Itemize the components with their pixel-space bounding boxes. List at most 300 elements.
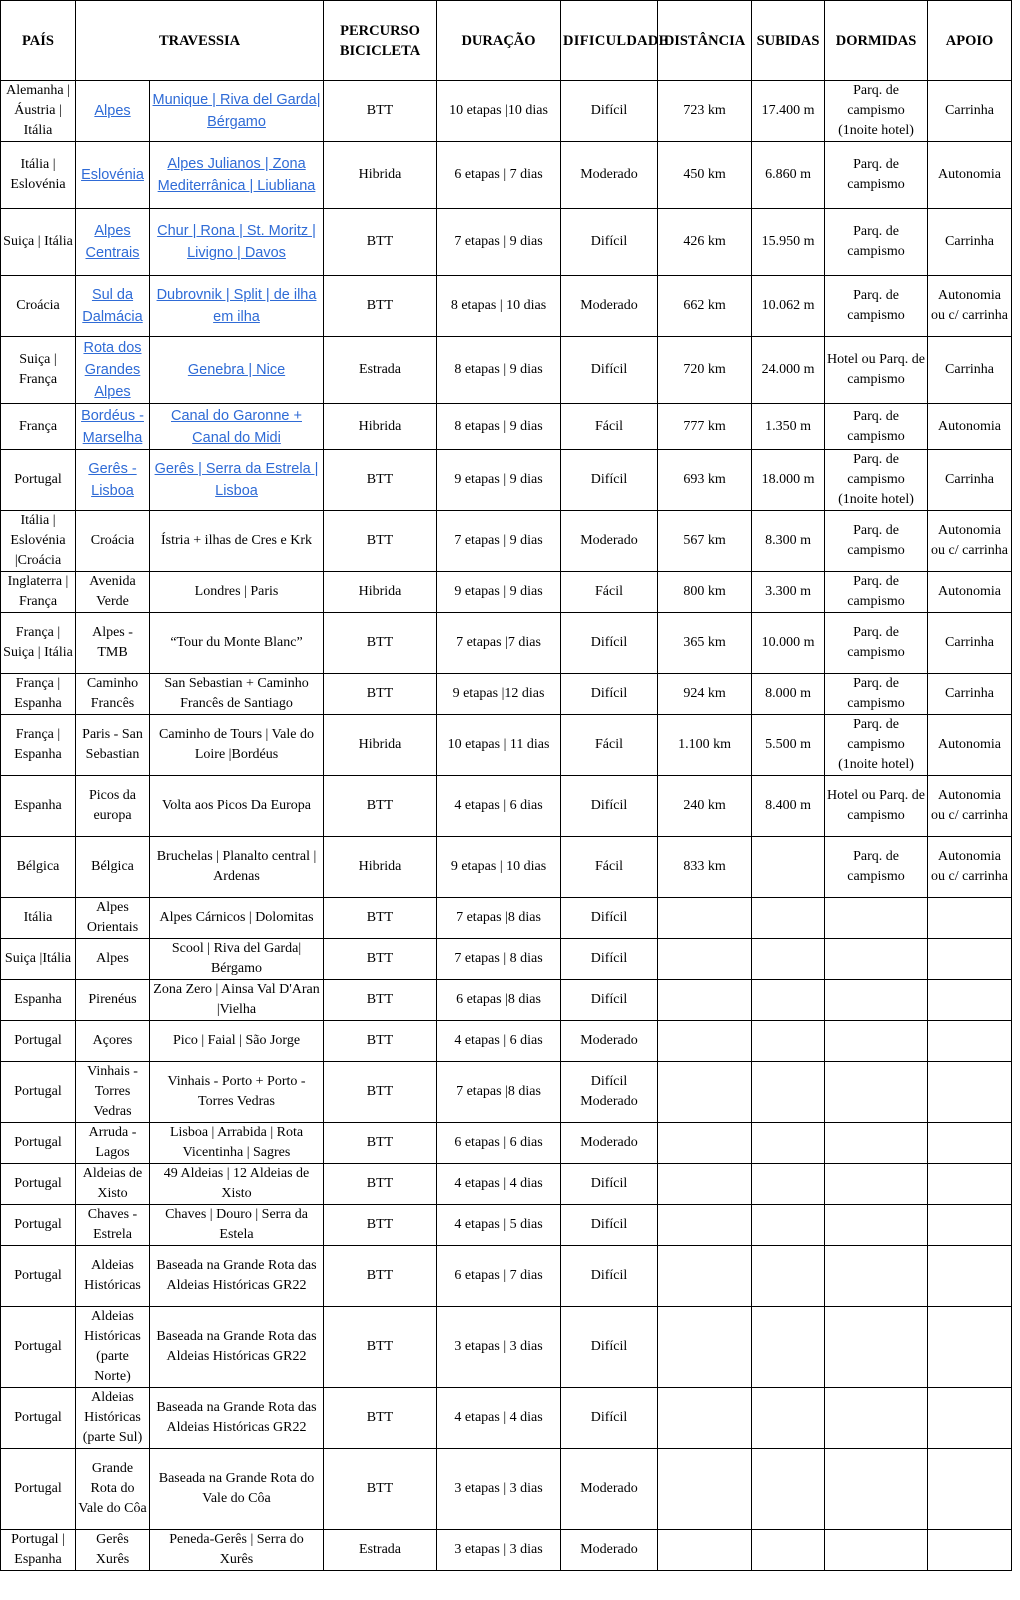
distancia-text: 426 km <box>683 234 726 249</box>
cell-pais <box>1 1062 76 1123</box>
cell-apoio <box>928 1205 1012 1246</box>
table-row <box>1 450 1012 511</box>
cell-rota <box>150 1449 324 1530</box>
travessia-name-link[interactable]: Eslovénia <box>81 167 144 183</box>
nome-text: Grande Rota do Vale do Côa <box>78 1461 147 1516</box>
apoio-text: Carrinha <box>945 635 994 650</box>
duracao-text: 3 etapas | 3 dias <box>454 1481 543 1496</box>
duracao-text: 4 etapas | 5 dias <box>454 1217 543 1232</box>
cell-apoio <box>928 572 1012 613</box>
cell-bicicleta <box>324 1449 437 1530</box>
cell-dormidas <box>825 613 928 674</box>
cell-duracao <box>437 1388 561 1449</box>
cell-rota <box>150 1388 324 1449</box>
bicicleta-text: BTT <box>366 798 394 813</box>
cell-rota <box>150 715 324 776</box>
cell-distancia <box>658 1388 752 1449</box>
dificuldade-text: Moderado <box>580 1135 638 1150</box>
cell-distancia <box>658 1530 752 1571</box>
cell-dormidas <box>825 980 928 1021</box>
table-row <box>1 142 1012 209</box>
cell-dificuldade <box>561 776 658 837</box>
pais-text: Portugal <box>14 1217 62 1232</box>
cell-dificuldade <box>561 1164 658 1205</box>
dificuldade-text: Difícil <box>590 103 628 118</box>
distancia-text: 924 km <box>683 686 726 701</box>
nome-text: Gerês Xurês <box>95 1532 130 1567</box>
cell-rota <box>150 837 324 898</box>
subidas-text: 5.500 m <box>765 737 811 752</box>
distancia-text: 800 km <box>683 584 726 599</box>
cell-apoio <box>928 715 1012 776</box>
table-row <box>1 1246 1012 1307</box>
rota-text: Bruchelas | Planalto central | Ardenas <box>156 849 317 884</box>
pais-text: Itália <box>23 910 53 925</box>
apoio-text: Carrinha <box>945 234 994 249</box>
cell-subidas <box>752 715 825 776</box>
cell-duracao <box>437 1021 561 1062</box>
cell-distancia <box>658 142 752 209</box>
duracao-text: 9 etapas | 10 dias <box>450 859 547 874</box>
cell-dormidas <box>825 1021 928 1062</box>
cell-nome <box>76 674 150 715</box>
cell-distancia <box>658 674 752 715</box>
rota-text: Peneda-Gerês | Serra do Xurês <box>169 1532 304 1567</box>
cell-pais <box>1 1449 76 1530</box>
cell-rota <box>150 142 324 209</box>
cell-dificuldade <box>561 613 658 674</box>
cell-apoio <box>928 980 1012 1021</box>
header-duracao: DURAÇÃO <box>437 1 561 81</box>
dormidas-text: Parq. de campismo <box>847 676 905 711</box>
apoio-text: Carrinha <box>945 472 994 487</box>
cell-dificuldade <box>561 1062 658 1123</box>
bicicleta-text: BTT <box>366 1481 394 1496</box>
cell-apoio <box>928 613 1012 674</box>
nome-text: Vinhais - Torres Vedras <box>87 1064 138 1119</box>
cell-dificuldade <box>561 674 658 715</box>
cell-pais <box>1 613 76 674</box>
dificuldade-text: Fácil <box>595 859 624 874</box>
cell-bicicleta <box>324 1123 437 1164</box>
cell-dificuldade <box>561 939 658 980</box>
cell-rota <box>150 674 324 715</box>
cell-rota <box>150 81 324 142</box>
cell-subidas <box>752 142 825 209</box>
travessia-name-link[interactable]: Sul da Dalmácia <box>82 287 143 325</box>
travessia-route-link[interactable]: Genebra | Nice <box>187 362 286 378</box>
cell-apoio <box>928 776 1012 837</box>
duracao-text: 6 etapas |8 dias <box>456 992 541 1007</box>
cell-distancia <box>658 337 752 404</box>
cell-duracao <box>437 511 561 572</box>
nome-text: Aldeias Históricas (parte Norte) <box>84 1309 141 1384</box>
cell-duracao <box>437 1449 561 1530</box>
cell-duracao <box>437 142 561 209</box>
nome-text: Arruda - Lagos <box>88 1125 137 1160</box>
duracao-text: 8 etapas | 9 dias <box>454 362 543 377</box>
cell-distancia <box>658 1062 752 1123</box>
header-distancia: DISTÂNCIA <box>658 1 752 81</box>
bicicleta-text: BTT <box>366 298 394 313</box>
dormidas-text: Parq. de campismo (1noite hotel) <box>838 452 914 507</box>
distancia-text: 567 km <box>683 533 726 548</box>
dormidas-text: Parq. de campismo (1noite hotel) <box>838 717 914 772</box>
cell-dificuldade <box>561 142 658 209</box>
cell-nome <box>76 404 150 450</box>
cell-rota <box>150 776 324 837</box>
bicicleta-text: BTT <box>366 1410 394 1425</box>
cell-rota <box>150 450 324 511</box>
pais-text: Portugal <box>14 1135 62 1150</box>
rota-text: Caminho de Tours | Vale do Loire |Bordéus <box>159 727 314 762</box>
cell-pais <box>1 337 76 404</box>
dificuldade-text: Difícil <box>590 1217 628 1232</box>
nome-text: Croácia <box>90 533 135 548</box>
cell-bicicleta <box>324 209 437 276</box>
cell-bicicleta <box>324 1062 437 1123</box>
duracao-text: 9 etapas | 9 dias <box>454 472 543 487</box>
rota-text: San Sebastian + Caminho Francês de Santiago <box>164 676 309 711</box>
nome-text: Pirenéus <box>88 992 137 1007</box>
travessia-route-link[interactable]: Canal do Garonne + Canal do Midi <box>171 407 302 446</box>
cell-rota <box>150 898 324 939</box>
pais-text: Portugal <box>14 472 62 487</box>
rota-text: Volta aos Picos Da Europa <box>161 798 312 813</box>
cell-nome <box>76 1388 150 1449</box>
travessia-route-link[interactable]: Gerês | Serra da Estrela | Lisboa <box>154 461 319 499</box>
duracao-text: 7 etapas |8 dias <box>456 910 541 925</box>
cell-dormidas <box>825 837 928 898</box>
cell-dificuldade <box>561 1246 658 1307</box>
duracao-text: 7 etapas | 8 dias <box>454 951 543 966</box>
rota-text: Pico | Faial | São Jorge <box>172 1033 301 1048</box>
cell-pais <box>1 572 76 613</box>
cell-distancia <box>658 1205 752 1246</box>
dormidas-text: Hotel ou Parq. de campismo <box>827 352 925 387</box>
table-row <box>1 898 1012 939</box>
table-row <box>1 1205 1012 1246</box>
cell-apoio <box>928 1530 1012 1571</box>
distancia-text: 240 km <box>683 798 726 813</box>
nome-text: Chaves - Estrela <box>87 1207 138 1242</box>
dificuldade-text: Moderado <box>580 1542 638 1557</box>
table-row <box>1 613 1012 674</box>
dificuldade-text: Difícil <box>590 1176 628 1191</box>
cell-dificuldade <box>561 1388 658 1449</box>
cell-dormidas <box>825 81 928 142</box>
cell-duracao <box>437 276 561 337</box>
dificuldade-text: Difícil <box>590 798 628 813</box>
cell-apoio <box>928 404 1012 450</box>
cell-duracao <box>437 613 561 674</box>
cell-nome <box>76 939 150 980</box>
cell-dormidas <box>825 898 928 939</box>
pais-text: Portugal <box>14 1481 62 1496</box>
duracao-text: 4 etapas | 6 dias <box>454 1033 543 1048</box>
cell-bicicleta <box>324 450 437 511</box>
table-row <box>1 1388 1012 1449</box>
travessia-name-link[interactable]: Rota dos Grandes Alpes <box>83 340 142 400</box>
duracao-text: 6 etapas | 7 dias <box>454 167 543 182</box>
travessia-route-link[interactable]: Alpes Julianos | Zona Mediterrânica | Liubliana <box>157 156 316 194</box>
cell-dificuldade <box>561 450 658 511</box>
cell-apoio <box>928 209 1012 276</box>
table-row <box>1 511 1012 572</box>
dificuldade-text: Difícil <box>590 635 628 650</box>
cell-dormidas <box>825 674 928 715</box>
bicicleta-text: BTT <box>366 103 394 118</box>
distancia-text: 723 km <box>683 103 726 118</box>
cell-dormidas <box>825 1388 928 1449</box>
cell-nome <box>76 1530 150 1571</box>
duracao-text: 9 etapas | 9 dias <box>454 584 543 599</box>
cell-distancia <box>658 613 752 674</box>
cell-rota <box>150 1164 324 1205</box>
cell-nome <box>76 450 150 511</box>
cell-subidas <box>752 776 825 837</box>
cell-apoio <box>928 337 1012 404</box>
cell-distancia <box>658 209 752 276</box>
cell-dormidas <box>825 337 928 404</box>
rota-text: 49 Aldeias | 12 Aldeias de Xisto <box>163 1166 310 1201</box>
cell-bicicleta <box>324 776 437 837</box>
travessia-route-link[interactable]: Dubrovnik | Split | de ilha em ilha <box>156 287 317 325</box>
cell-distancia <box>658 1246 752 1307</box>
header-travessia: TRAVESSIA <box>76 1 324 81</box>
table-row <box>1 1062 1012 1123</box>
pais-text: Itália | Eslovénia <box>10 157 66 192</box>
rota-text: Chaves | Douro | Serra da Estela <box>165 1207 308 1242</box>
cell-subidas <box>752 1246 825 1307</box>
pais-text: França | Espanha <box>14 727 62 762</box>
table-row <box>1 1021 1012 1062</box>
pais-text: França <box>18 418 58 434</box>
duracao-text: 7 etapas | 9 dias <box>454 234 543 249</box>
rota-text: Baseada na Grande Rota das Aldeias Históricas GR22 <box>156 1258 317 1293</box>
bicicleta-text: BTT <box>366 1084 394 1099</box>
cell-dificuldade <box>561 511 658 572</box>
cell-bicicleta <box>324 1530 437 1571</box>
cell-dificuldade <box>561 715 658 776</box>
cell-dificuldade <box>561 81 658 142</box>
distancia-text: 450 km <box>683 167 726 182</box>
cell-distancia <box>658 898 752 939</box>
cell-duracao <box>437 1530 561 1571</box>
subidas-text: 8.300 m <box>765 533 811 548</box>
cell-subidas <box>752 613 825 674</box>
pais-text: Portugal <box>14 1268 62 1283</box>
cell-distancia <box>658 715 752 776</box>
cell-nome <box>76 1307 150 1388</box>
bicicleta-text: BTT <box>366 951 394 966</box>
cell-subidas <box>752 1164 825 1205</box>
cell-rota <box>150 1123 324 1164</box>
duracao-text: 7 etapas |7 dias <box>456 635 541 650</box>
cell-pais <box>1 980 76 1021</box>
dificuldade-text: Difícil <box>590 472 628 487</box>
subidas-text: 17.400 m <box>761 103 815 118</box>
subidas-text: 8.000 m <box>765 686 811 701</box>
cell-distancia <box>658 511 752 572</box>
cell-dormidas <box>825 939 928 980</box>
bicicleta-text: Hibrida <box>358 859 402 874</box>
dificuldade-text: Difícil <box>590 1410 628 1425</box>
cell-apoio <box>928 81 1012 142</box>
dificuldade-text: Moderado <box>580 298 638 313</box>
rota-text: Zona Zero | Ainsa Val D'Aran |Vielha <box>153 982 320 1017</box>
duracao-text: 4 etapas | 4 dias <box>454 1176 543 1191</box>
header-apoio: APOIO <box>928 1 1012 81</box>
cell-apoio <box>928 142 1012 209</box>
cell-subidas <box>752 1530 825 1571</box>
cell-dificuldade <box>561 1307 658 1388</box>
pais-text: Espanha <box>14 992 62 1007</box>
cell-apoio <box>928 1021 1012 1062</box>
cell-duracao <box>437 1164 561 1205</box>
apoio-text: Autonomia <box>938 418 1002 434</box>
dormidas-text: Parq. de campismo <box>847 574 905 609</box>
cell-subidas <box>752 337 825 404</box>
cell-dormidas <box>825 1307 928 1388</box>
cell-bicicleta <box>324 1388 437 1449</box>
cell-subidas <box>752 939 825 980</box>
cell-bicicleta <box>324 1205 437 1246</box>
duracao-text: 7 etapas | 9 dias <box>454 533 543 548</box>
cell-pais <box>1 837 76 898</box>
cell-nome <box>76 980 150 1021</box>
distancia-text: 720 km <box>683 362 726 377</box>
travessia-route-link[interactable]: Munique | Riva del Garda| Bérgamo <box>152 92 321 130</box>
cell-duracao <box>437 572 561 613</box>
dificuldade-text: Moderado <box>580 533 638 548</box>
bicicleta-text: BTT <box>366 533 394 548</box>
bicicleta-text: BTT <box>366 1268 394 1283</box>
cell-pais <box>1 450 76 511</box>
cell-duracao <box>437 837 561 898</box>
cell-pais <box>1 1205 76 1246</box>
cell-nome <box>76 142 150 209</box>
nome-text: Aldeias Históricas <box>84 1258 141 1293</box>
subidas-text: 15.950 m <box>761 234 815 249</box>
dormidas-text: Parq. de campismo <box>847 625 905 660</box>
cell-nome <box>76 1164 150 1205</box>
cell-duracao <box>437 776 561 837</box>
cell-subidas <box>752 1205 825 1246</box>
dificuldade-text: Difícil <box>590 992 628 1007</box>
bicicleta-text: Hibrida <box>358 737 402 752</box>
cell-nome <box>76 276 150 337</box>
cell-distancia <box>658 572 752 613</box>
travessia-name-link[interactable]: Gerês - Lisboa <box>88 461 137 499</box>
table-row <box>1 209 1012 276</box>
dormidas-text: Parq. de campismo <box>847 523 905 558</box>
travessia-name-link[interactable]: Bordéus - Marselha <box>81 407 144 446</box>
distancia-text: 662 km <box>683 298 726 313</box>
distancia-text: 693 km <box>683 472 726 487</box>
duracao-text: 9 etapas |12 dias <box>452 686 545 701</box>
cell-duracao <box>437 939 561 980</box>
cell-nome <box>76 1123 150 1164</box>
cell-rota <box>150 1307 324 1388</box>
cell-pais <box>1 1530 76 1571</box>
travessia-route-link[interactable]: Chur | Rona | St. Moritz | Livigno | Davos <box>157 223 316 261</box>
dormidas-text: Parq. de campismo <box>847 224 905 259</box>
dificuldade-text: Moderado <box>580 167 638 182</box>
dificuldade-text: Moderado <box>580 1033 638 1048</box>
rota-text: Baseada na Grande Rota das Aldeias Históricas GR22 <box>156 1329 317 1364</box>
cell-bicicleta <box>324 980 437 1021</box>
cell-distancia <box>658 837 752 898</box>
dificuldade-text: Difícil <box>590 910 628 925</box>
table-row <box>1 1307 1012 1388</box>
rota-text: Alpes Cárnicos | Dolomitas <box>159 910 314 925</box>
pais-text: Alemanha | Áustria | Itália <box>6 83 70 138</box>
cell-dormidas <box>825 572 928 613</box>
pais-text: Portugal <box>14 1339 62 1354</box>
rota-text: Vinhais - Porto + Porto - Torres Vedras <box>167 1074 306 1109</box>
cell-distancia <box>658 939 752 980</box>
pais-text: Croácia <box>16 298 60 313</box>
travessia-name-link[interactable]: Alpes <box>94 103 131 119</box>
cell-subidas <box>752 1062 825 1123</box>
cell-subidas <box>752 404 825 450</box>
dificuldade-text: Fácil <box>595 584 624 599</box>
header-row <box>1 1 1012 81</box>
cell-duracao <box>437 1307 561 1388</box>
cell-bicicleta <box>324 511 437 572</box>
dificuldade-text: Difícil Moderado <box>580 1074 638 1109</box>
pais-text: Itália | Eslovénia |Croácia <box>10 513 66 568</box>
bicicleta-text: Estrada <box>359 1542 401 1557</box>
nome-text: Caminho Francês <box>86 676 139 711</box>
cell-duracao <box>437 1246 561 1307</box>
cell-apoio <box>928 1307 1012 1388</box>
apoio-text: Autonomia ou c/ carrinha <box>931 288 1008 323</box>
duracao-text: 7 etapas |8 dias <box>456 1084 541 1099</box>
cell-duracao <box>437 404 561 450</box>
cell-nome <box>76 511 150 572</box>
apoio-text: Autonomia ou c/ carrinha <box>931 788 1008 823</box>
nome-text: Bélgica <box>91 859 134 874</box>
apoio-text: Autonomia ou c/ carrinha <box>931 849 1008 884</box>
cell-duracao <box>437 980 561 1021</box>
nome-text: Alpes - TMB <box>92 625 133 660</box>
cell-bicicleta <box>324 276 437 337</box>
bicicleta-text: BTT <box>366 234 394 249</box>
cell-dificuldade <box>561 209 658 276</box>
travessia-name-link[interactable]: Alpes Centrais <box>85 223 140 261</box>
cell-dormidas <box>825 776 928 837</box>
table-row <box>1 404 1012 450</box>
rota-text: “Tour du Monte Blanc” <box>170 635 303 650</box>
cell-subidas <box>752 511 825 572</box>
cell-nome <box>76 1246 150 1307</box>
nome-text: Aldeias Históricas (parte Sul) <box>82 1390 143 1445</box>
pais-text: Inglaterra | França <box>7 574 69 609</box>
duracao-text: 4 etapas | 6 dias <box>454 798 543 813</box>
dormidas-text: Parq. de campismo <box>847 849 905 884</box>
cell-pais <box>1 1123 76 1164</box>
cell-dormidas <box>825 1449 928 1530</box>
cell-duracao <box>437 1205 561 1246</box>
nome-text: Alpes <box>96 951 129 966</box>
cell-subidas <box>752 572 825 613</box>
cell-pais <box>1 276 76 337</box>
distancia-text: 777 km <box>683 418 726 434</box>
cell-distancia <box>658 276 752 337</box>
cell-dificuldade <box>561 404 658 450</box>
